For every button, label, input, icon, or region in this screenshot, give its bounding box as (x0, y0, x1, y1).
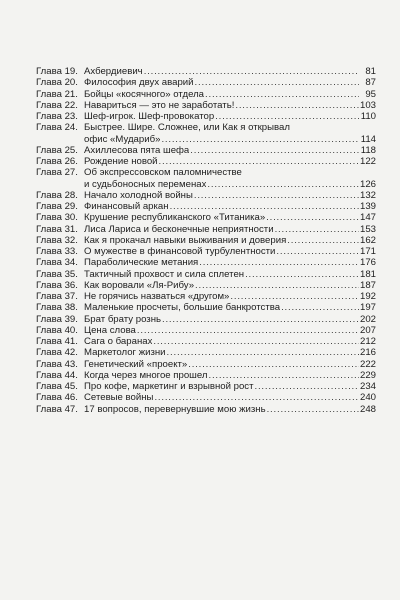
chapter-title: Лиса Лариса и бесконечные неприятности (84, 223, 274, 235)
chapter-title: Как я прокачал навыки выживания и доверия (84, 234, 287, 246)
chapter-title: 17 вопросов, перевернувшие мою жизнь (84, 403, 266, 415)
dot-leader (190, 145, 359, 156)
page-number: 114 (360, 133, 376, 145)
chapter-title: Сетевые войны (84, 392, 154, 404)
dot-leader (230, 291, 359, 302)
toc-entry (36, 212, 376, 223)
page-number: 139 (359, 201, 376, 212)
toc-entry (36, 224, 376, 235)
chapter-title: Рождение новой (84, 156, 158, 167)
dot-leader (275, 224, 359, 235)
chapter-label: Глава 43. (36, 358, 78, 370)
chapter-title: Ахиллесова пята шефа (84, 144, 190, 156)
chapter-label: Глава 32. (36, 234, 78, 246)
chapter-label: Глава 21. (36, 88, 78, 100)
toc-entry (36, 336, 376, 347)
toc-entry (36, 167, 376, 178)
dot-leader (188, 359, 359, 370)
toc-entry (36, 392, 376, 403)
chapter-label: Глава 25. (36, 144, 78, 156)
page-number: 162 (359, 234, 376, 246)
page-number: 216 (359, 347, 376, 359)
toc-entry (36, 404, 376, 415)
toc-entry (36, 347, 376, 358)
dot-leader (194, 190, 359, 201)
page-number: 118 (360, 144, 376, 156)
toc-entry (36, 111, 376, 122)
dot-leader (255, 381, 359, 392)
dot-leader (137, 325, 359, 336)
chapter-title: Шеф-игрок. Шеф-провокатор (84, 111, 215, 122)
dot-leader (195, 77, 359, 88)
chapter-title: Философия двух аварий (84, 77, 194, 89)
chapter-title: Крушение республиканского «Титаника» (84, 212, 266, 224)
page-number: 95 (365, 88, 376, 100)
dot-leader (266, 212, 359, 223)
chapter-label: Глава 36. (36, 279, 78, 291)
chapter-title: Про кофе, маркетинг и взрывной рост (84, 381, 254, 392)
toc-entry (36, 302, 376, 313)
chapter-title: О мужестве в финансовой турбулентности (84, 246, 276, 257)
chapter-label: Глава 45. (36, 381, 78, 392)
toc-entry (36, 269, 376, 280)
toc-entry (36, 77, 376, 88)
page-number: 248 (359, 403, 376, 415)
chapter-label: Глава 20. (36, 77, 78, 89)
dot-leader (276, 246, 359, 257)
chapter-title: Маркетолог жизни (84, 347, 166, 359)
toc-entry (36, 291, 376, 302)
page-number: 171 (359, 246, 376, 257)
chapter-title: Не горячись назваться «другом» (84, 291, 230, 302)
chapter-title: Бойцы «косячного» отдела (84, 88, 205, 100)
dot-leader (162, 314, 359, 325)
chapter-title: Тактичный прохвост и сила сплетен (84, 268, 245, 280)
chapter-title: Сага о баранах (84, 336, 153, 347)
chapter-label: Глава 26. (36, 156, 78, 167)
chapter-title: Начало холодной войны (84, 189, 193, 201)
chapter-title: Финансовый аркан (84, 201, 169, 212)
chapter-label: Глава 35. (36, 268, 78, 280)
toc-entry (36, 381, 376, 392)
chapter-label: Глава 31. (36, 223, 78, 235)
chapter-title: Параболические метания (84, 257, 199, 269)
chapter-title: офис «Мудариб» (84, 133, 161, 145)
chapter-label: Глава 39. (36, 313, 78, 325)
page-number: 234 (359, 381, 376, 392)
chapter-label: Глава 30. (36, 212, 78, 224)
toc-entry (36, 100, 376, 111)
toc-entry (36, 190, 376, 201)
chapter-label: Глава 42. (36, 347, 78, 359)
page-number: 81 (365, 66, 376, 77)
toc-entry (36, 370, 376, 381)
page-number: 132 (359, 189, 376, 201)
toc-entry (36, 235, 376, 246)
chapter-title: и судьбоносных переменах (84, 178, 207, 190)
page-number: 212 (359, 336, 376, 347)
chapter-label: Глава 33. (36, 246, 78, 257)
chapter-label: Глава 34. (36, 257, 78, 269)
dot-leader (144, 66, 359, 77)
toc-entry-continuation (36, 134, 376, 145)
chapter-title: Об экспрессовском паломничестве (84, 167, 242, 179)
chapter-title: Брат брату рознь (84, 313, 161, 325)
page-number: 103 (359, 99, 376, 111)
chapter-label: Глава 24. (36, 122, 78, 134)
dot-leader (195, 280, 359, 291)
toc-entry (36, 66, 376, 77)
chapter-label: Глава 29. (36, 201, 78, 212)
page-number: 87 (365, 77, 376, 89)
toc-entry (36, 201, 376, 212)
dot-leader (208, 370, 359, 381)
page-number: 147 (359, 212, 376, 224)
chapter-label: Глава 38. (36, 302, 78, 314)
toc-entry (36, 325, 376, 336)
page-number: 110 (360, 111, 376, 122)
page-number: 153 (359, 223, 376, 235)
toc-entry (36, 359, 376, 370)
page-number: 192 (359, 291, 376, 302)
chapter-title: Маленькие просчеты, большие банкротства (84, 302, 281, 314)
dot-leader (267, 404, 359, 415)
dot-leader (153, 336, 359, 347)
chapter-label: Глава 47. (36, 403, 78, 415)
table-of-contents (36, 66, 376, 415)
chapter-label: Глава 22. (36, 99, 78, 111)
chapter-label: Глава 28. (36, 189, 78, 201)
chapter-title: Цена слова (84, 324, 136, 336)
chapter-label: Глава 40. (36, 324, 78, 336)
page-number: 207 (359, 324, 376, 336)
page-number: 202 (359, 313, 376, 325)
chapter-title: Навариться — это не заработать! (84, 99, 235, 111)
page-number: 229 (359, 369, 376, 381)
dot-leader (170, 201, 359, 212)
toc-entry (36, 314, 376, 325)
dot-leader (207, 179, 359, 190)
page-number: 122 (359, 156, 376, 167)
chapter-title: Как воровали «Ля-Рибу» (84, 279, 195, 291)
dot-leader (215, 111, 359, 122)
toc-entry-continuation (36, 179, 376, 190)
dot-leader (287, 235, 359, 246)
chapter-label: Глава 41. (36, 336, 78, 347)
dot-leader (199, 257, 359, 268)
chapter-label: Глава 19. (36, 66, 78, 77)
toc-entry (36, 257, 376, 268)
toc-entry (36, 89, 376, 100)
chapter-label: Глава 37. (36, 291, 78, 302)
page-number: 187 (359, 279, 376, 291)
chapter-title: Ахбердиевич (84, 66, 143, 77)
toc-entry (36, 122, 376, 133)
chapter-label: Глава 23. (36, 111, 78, 122)
dot-leader (245, 269, 359, 280)
chapter-label: Глава 27. (36, 167, 78, 179)
toc-entry (36, 156, 376, 167)
dot-leader (167, 347, 359, 358)
chapter-title: Когда через многое прошел (84, 369, 208, 381)
dot-leader (281, 302, 359, 313)
dot-leader (235, 100, 359, 111)
page-number: 176 (359, 257, 376, 269)
dot-leader (161, 134, 359, 145)
page-number: 181 (359, 268, 376, 280)
dot-leader (205, 89, 359, 100)
toc-entry (36, 280, 376, 291)
toc-entry (36, 145, 376, 156)
page-number: 126 (359, 178, 376, 190)
toc-entry (36, 246, 376, 257)
page-number: 197 (359, 302, 376, 314)
dot-leader (159, 156, 359, 167)
page-number: 240 (359, 392, 376, 404)
chapter-label: Глава 46. (36, 392, 78, 404)
chapter-label: Глава 44. (36, 369, 78, 381)
chapter-title: Генетический «проект» (84, 358, 188, 370)
chapter-title: Быстрее. Шире. Сложнее, или Как я открывал (84, 122, 290, 134)
page-number: 222 (359, 358, 376, 370)
dot-leader (154, 392, 359, 403)
